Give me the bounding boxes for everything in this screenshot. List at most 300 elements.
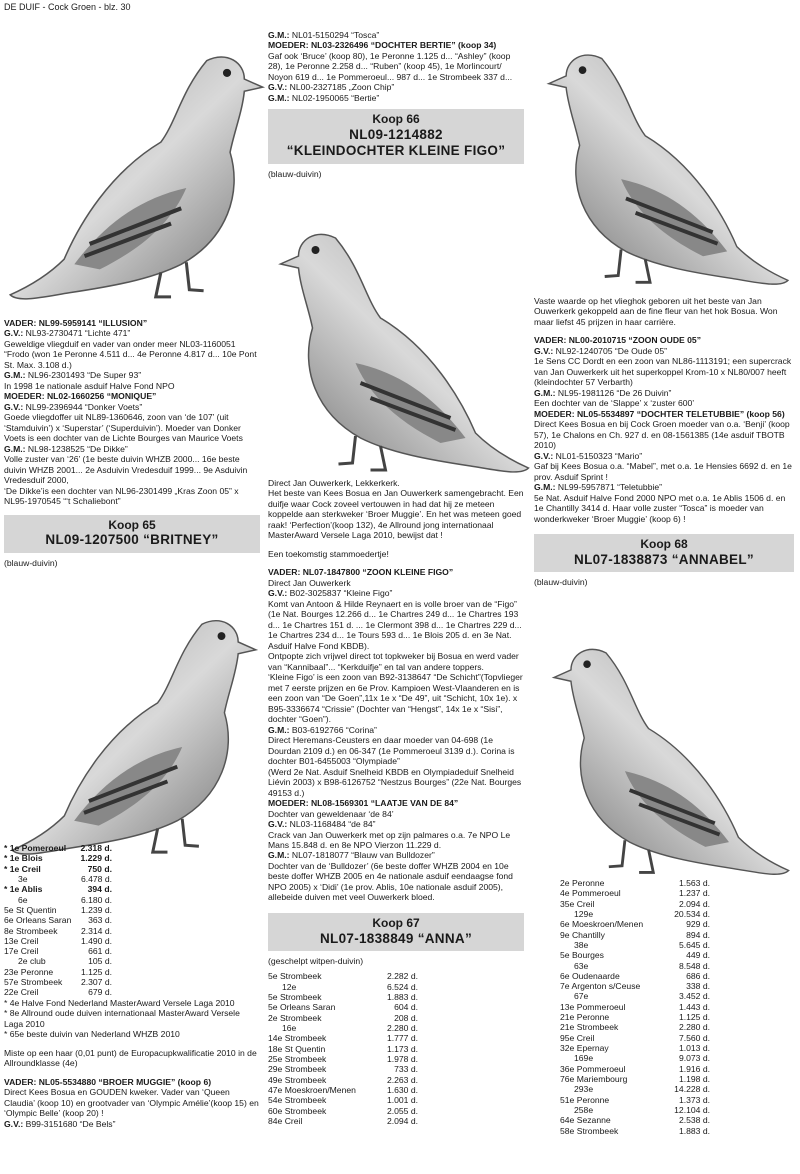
vader-broer-muggie-text: Direct Kees Bosua en GOUDEN kweker. Vader van ‘Queen Claudia’ (koop 10) en grootvader van ‘Olympic Amélie’(koop 15) en ‘Olympic Belle’ (koop 20) ! (4, 1087, 259, 1119)
pedigree-text: NL02-1950065 “Bertie” (289, 92, 380, 103)
result-row (560, 981, 710, 991)
pedigree-text: (Werd 2e Nat. Asduif Snelheid KBDB en Olympiadeduif Snelheid Liévin 2003) x B98-6126752 “Nestzus Bourges” (22e Nat. Bourges 49153 d.) (268, 766, 522, 798)
result-birds: 894 d. (686, 929, 710, 940)
koop-68-title: NL07-1838873 “ANNABEL” (574, 551, 754, 567)
result-birds: 2.538 d. (678, 1115, 710, 1126)
result-row (560, 1053, 710, 1063)
result-place: 17e Creil (4, 946, 39, 957)
result-place: 13e Pommeroeul (560, 1001, 626, 1012)
pedigree-text: B02-3025837 “Kleine Figo” (287, 588, 393, 599)
result-birds: 20.534 d. (674, 908, 710, 919)
pedigree-text: NL99-5957871 “Teletubbie” (555, 482, 663, 493)
pedigree-line (268, 735, 524, 766)
koop-68-box (534, 534, 794, 572)
pedigree-label: MOEDER: NL08-1569301 “LAATJE VAN DE 84” (268, 798, 459, 809)
annabel-intro: Vaste waarde op het vlieghok geboren uit het beste van Jan Ouwerkerk gekoppeld aan de fine fleur van het hok Bosua. Won maar liefst 45 prijzen in haar carrière. (534, 296, 778, 327)
koop-66-title-2: “KLEINDOCHTER KLEINE FIGO” (286, 143, 506, 159)
results-table-anna (268, 971, 418, 1126)
koop-68-color: (blauw-duivin) (534, 577, 588, 588)
result-row (560, 878, 710, 888)
pedigree-text: NL98-1238525 “De Dikke” (25, 443, 128, 454)
pedigree-line (268, 809, 524, 819)
result-place: 36e Pommeroeul (560, 1063, 626, 1074)
result-birds: 363 d. (88, 915, 112, 926)
results-table-britney (4, 843, 112, 998)
result-birds: 2.280 d. (386, 1023, 418, 1034)
result-row (268, 1075, 418, 1085)
pedigree-label: G.M.: (534, 387, 556, 398)
pedigree-label: G.V.: (268, 819, 288, 830)
pedigree-line (534, 493, 794, 524)
result-birds: 7.560 d. (678, 1032, 710, 1043)
note-line: * 8e Allround oude duiven internationaal MasterAward Versele Laga 2010 (4, 1008, 240, 1029)
pedigree-illusion (4, 318, 260, 507)
pedigree-line (268, 798, 524, 808)
pedigree-line (268, 40, 524, 50)
pedigree-label: G.M.: (268, 850, 290, 861)
pedigree-label: G.M.: (268, 724, 290, 735)
pedigree-label: G.V.: (534, 450, 554, 461)
result-birds: 2.055 d. (386, 1105, 418, 1116)
result-birds: 6.180 d. (80, 894, 112, 905)
pedigree-line (268, 850, 524, 860)
result-place: 95e Creil (560, 1032, 595, 1043)
pedigree-line (534, 461, 794, 482)
result-place: 22e Creil (4, 987, 39, 998)
result-birds: 3.452 d. (678, 991, 710, 1002)
note-line: * 4e Halve Fond Nederland MasterAward Versele Laga 2010 (4, 997, 235, 1008)
pedigree-text: Een dochter van de ‘Slappe’ x ‘zuster 600’ (534, 398, 695, 409)
pedigree-line (534, 398, 794, 408)
result-birds: 2.094 d. (678, 898, 710, 909)
column-middle-top (268, 30, 524, 184)
result-place: 18e St Quentin (268, 1043, 326, 1054)
result-row (560, 909, 710, 919)
koop-66-title-1: NL09-1214882 (349, 127, 443, 143)
result-row (4, 926, 112, 936)
pedigree-line (534, 356, 794, 387)
pedigree-text: Ontpopte zich vrijwel direct tot topkweker bij Bosua en werd vader van “Kannibaal”... “Kerkduifje” en tal van andere toppers. (268, 651, 519, 672)
result-place: 129e (574, 908, 594, 919)
result-place: 23e Peronne (4, 966, 54, 977)
pedigree-line (268, 578, 524, 588)
result-place: * 1e Ablis (4, 884, 43, 895)
koop-68-number: Koop 68 (640, 537, 688, 552)
koop-67-title: NL07-1838849 “ANNA” (319, 930, 472, 946)
koop-66-intro-3: Een toekomstig stammoedertje! (268, 548, 389, 559)
pedigree-text: 5e Nat. Asduif Halve Fond 2000 NPO met o.a. 1e Ablis 1506 d. en 1e Chantilly 3414 d. Haar volle zuster “Tosca” is moeder van wonderkweker ‘Broer Muggie’ (koop 6) ! (534, 492, 786, 524)
result-row (268, 1023, 418, 1033)
result-place: 6e Moeskroen/Menen (560, 919, 644, 930)
result-place: 6e Orleans Saran (4, 915, 72, 926)
pedigree-label: MOEDER: NL03-2326496 “DOCHTER BERTIE” (koop 34) (268, 40, 497, 51)
result-place: 169e (574, 1053, 594, 1064)
result-row (268, 1044, 418, 1054)
result-birds: 105 d. (88, 956, 112, 967)
pedigree-text: Dochter van de ‘Bulldozer’ (6e beste doffer WHZB 2004 en 10e beste doffer WHZB 2005 en 4e nationale asduif eendaagse fond NPO 2005) x ‘Didi’ (1e prov. Ablis, 10e nationale asduif 2005), allebeide duiven met veel Ouwerkerk bloed. (268, 860, 513, 903)
result-place: 64e Sezanne (560, 1115, 611, 1126)
result-birds: 1.229 d. (80, 853, 112, 864)
result-birds: 1.198 d. (678, 1073, 710, 1084)
result-birds: 2.307 d. (80, 977, 112, 988)
result-row (560, 1002, 710, 1012)
result-row (560, 899, 710, 909)
pedigree-text: Dochter van geweldenaar ‘de 84’ (268, 808, 394, 819)
result-row (4, 843, 112, 853)
result-row (560, 961, 710, 971)
result-birds: 1.373 d. (678, 1094, 710, 1105)
gv-de-bels: G.V.: B99-3151680 “De Bels” (4, 1118, 116, 1129)
pedigree-line (4, 339, 260, 370)
result-place: 21e Peronne (560, 1012, 610, 1023)
pedigree-line (268, 819, 524, 829)
result-place: 5e Orleans Saran (268, 1002, 336, 1013)
pedigree-label: G.V.: (534, 345, 554, 356)
result-birds: 929 d. (686, 919, 710, 930)
result-row (560, 1105, 710, 1115)
europacup-note: Miste op een haar (0,01 punt) de Europacupkwalificatie 2010 in de Allroundklasse (4e) (4, 1047, 257, 1069)
pedigree-text: B03-6192766 “Corina” (289, 724, 377, 735)
result-place: 9e Chantilly (560, 929, 605, 940)
koop-66-number: Koop 66 (372, 112, 420, 127)
pedigree-text: Direct Heremans-Ceusters en daar moeder van 04-698 (1e Dourdan 2109 d.) en 06-347 (1e Pommeroeul 3139 d.). Corina is dochter B01-6455003 “Olympiade” (268, 735, 515, 767)
result-birds: 2.314 d. (80, 925, 112, 936)
result-birds: 9.073 d. (678, 1053, 710, 1064)
pedigree-line (268, 725, 524, 735)
result-birds: 2.280 d. (678, 1022, 710, 1033)
pedigree-line (268, 651, 524, 672)
result-birds: 14.228 d. (674, 1084, 710, 1095)
result-place: 12e (282, 981, 297, 992)
result-birds: 1.883 d. (386, 992, 418, 1003)
result-birds: 1.173 d. (386, 1043, 418, 1054)
pedigree-line (534, 482, 794, 492)
result-place: 25e Strombeek (268, 1053, 327, 1064)
pedigree-text: NL95-1981126 “De 26 Duivin” (555, 387, 672, 398)
result-row (268, 1116, 418, 1126)
pedigree-kleindochter (268, 567, 524, 903)
result-row (268, 1095, 418, 1105)
result-birds: 1.237 d. (678, 888, 710, 899)
result-birds: 5.645 d. (678, 939, 710, 950)
pedigree-line (268, 51, 524, 82)
result-row (4, 915, 112, 925)
result-birds: 1.630 d. (386, 1084, 418, 1095)
pedigree-text: Direct Jan Ouwerkerk (268, 577, 351, 588)
pedigree-line (534, 346, 794, 356)
pedigree-text: ‘Kleine Figo’ is een zoon van B92-3138647 “De Schicht”(Topvlieger met 7 eerste prijzen en 6e Prov. Kampioen West-Vlaanderen en is een zoon van “De Goen”,11x 1e x “De 49”, uit “Schicht, 10x 1e). x B95-3336674 “Crissie” (Dochter van “Hengst”, 14x 1e x “Sisi”, dochter “Goen”). (268, 672, 523, 725)
pedigree-britney-mother (268, 30, 524, 103)
koop-66-color: (blauw-duivin) (268, 168, 322, 179)
result-birds: 2.094 d. (386, 1115, 418, 1126)
result-place: 4e Pommeroeul (560, 888, 621, 899)
pedigree-label: VADER: NL00-2010715 “ZOON OUDE 05” (534, 335, 701, 346)
result-birds: 1.125 d. (678, 1012, 710, 1023)
pedigree-line (534, 388, 794, 398)
result-row (560, 919, 710, 929)
result-place: 5e Bourges (560, 950, 604, 961)
pedigree-text: NL00-2327185 „Zoon Chip” (287, 82, 395, 93)
pedigree-text: Gaf bij Kees Bosua o.a. “Mabel”, met o.a. 1e Hensies 6692 d. en 1e prov. Asduif Sprint ! (534, 461, 792, 482)
column-left (4, 318, 260, 573)
result-birds: 1.490 d. (80, 935, 112, 946)
pedigree-text: NL93-2730471 “Lichte 471” (23, 328, 131, 339)
pedigree-text: Komt van Antoon & Hilde Reynaert en is volle broer van de “Figo” (1e Nat. Bourges 12.266 d... 1e Chartres 249 d... 1e Chartres 193 d... 1e Chartres 151 d. ... 1e Clermont 398 d... 1e Chartres 229 d... 1e Chartres 234 d... 1e Tours 593 d... 1e Blois 205 d. en 3e Nat. Asduif Halve Fond KBDB). (268, 598, 522, 651)
result-place: 21e Strombeek (560, 1022, 619, 1033)
pedigree-line (268, 599, 524, 651)
result-birds: 1.563 d. (678, 878, 710, 888)
pedigree-text: NL01-5150323 “Mario” (553, 450, 643, 461)
koop-65-number: Koop 65 (108, 517, 156, 532)
result-place: 84e Creil (268, 1115, 303, 1126)
result-row (4, 977, 112, 987)
result-place: 76e Mariembourg (560, 1073, 628, 1084)
result-place: 5e Strombeek (268, 971, 322, 982)
result-row (268, 1002, 418, 1012)
koop-65-box (4, 515, 260, 553)
result-row (560, 1084, 710, 1094)
result-row (560, 1074, 710, 1084)
britney-results-block (4, 843, 260, 1129)
result-place: 57e Strombeek (4, 977, 63, 988)
result-row (268, 992, 418, 1002)
result-place: 29e Strombeek (268, 1064, 327, 1075)
result-row (4, 895, 112, 905)
notes-britney (4, 998, 260, 1040)
result-place: 49e Strombeek (268, 1074, 327, 1085)
result-birds: 208 d. (394, 1012, 418, 1023)
pedigree-text: Gaf ook ‘Bruce’ (koop 80), 1e Peronne 1.125 d... “Ashley” (koop 28), 1e Peronne 2.258 d... “Ruben” (koop 45), 1e Morlincourt/ Noyon 619 d... 1e Pommeroeul... 987 d... 1e Strombeek 337 d... (268, 50, 513, 82)
result-place: 2e Peronne (560, 878, 605, 888)
pedigree-label: G.V.: (268, 588, 288, 599)
result-place: 7e Argenton s/Ceuse (560, 981, 641, 992)
pedigree-text: In 1998 1e nationale asduif Halve Fond NPO (4, 380, 175, 391)
result-place: 51e Peronne (560, 1094, 610, 1105)
pedigree-text: NL03-1168484 “de 84” (287, 819, 376, 830)
pedigree-line (4, 454, 260, 485)
result-birds: 449 d. (686, 950, 710, 961)
result-birds: 12.104 d. (674, 1104, 710, 1115)
koop-65-color: (blauw-duivin) (4, 557, 58, 568)
pedigree-line (4, 381, 260, 391)
pigeon-photo-annabel-2 (540, 615, 795, 880)
result-birds: 2.282 d. (386, 971, 418, 982)
pedigree-text: Crack van Jan Ouwerkerk met op zijn palmares o.a. 7e NPO Le Mans 15.848 d. en 8e NPO Vierzon 11.229 d. (268, 829, 511, 850)
pedigree-text: NL92-1240705 “De Oude 05” (553, 345, 667, 356)
result-row (560, 1043, 710, 1053)
result-birds: 679 d. (88, 987, 112, 998)
pedigree-line (4, 486, 260, 507)
pedigree-label: G.V.: (4, 401, 24, 412)
column-right (534, 296, 794, 593)
pedigree-line (268, 93, 524, 103)
pedigree-text: NL96-2301493 “De Super 93” (25, 370, 142, 381)
results-table-annabel (560, 878, 710, 1136)
result-birds: 6.478 d. (80, 873, 112, 884)
result-place: 2e Strombeek (268, 1012, 322, 1023)
pedigree-text: NL99-2396944 “Donker Voets” (23, 401, 143, 412)
note-line: * 65e beste duivin van Nederland WHZB 2010 (4, 1029, 180, 1040)
result-place: 35e Creil (560, 898, 595, 909)
result-place: 16e (282, 1023, 297, 1034)
result-place: 6e Oudenaarde (560, 970, 620, 981)
result-row (4, 956, 112, 966)
pedigree-label: MOEDER: NL05-5534897 “DOCHTER TELETUBBIE” (koop 56) (534, 408, 785, 419)
result-place: 5e St Quentin (4, 904, 57, 915)
result-row (268, 1064, 418, 1074)
result-place: 67e (574, 991, 589, 1002)
result-place: 32e Epernay (560, 1043, 609, 1053)
pedigree-text: NL01-5150294 “Tosca” (289, 30, 380, 40)
pedigree-label: G.M.: (534, 482, 556, 493)
result-place: * 1e Creil (4, 863, 41, 874)
result-place: 8e Strombeek (4, 925, 58, 936)
result-row (560, 1064, 710, 1074)
pedigree-label: G.M.: (4, 370, 26, 381)
result-place: 2e club (18, 956, 46, 967)
result-row (560, 1095, 710, 1105)
result-birds: 686 d. (686, 970, 710, 981)
pigeon-photo-illusion (8, 20, 273, 305)
pedigree-line (4, 412, 260, 443)
result-birds: 394 d. (87, 884, 112, 895)
result-birds: 1.239 d. (80, 904, 112, 915)
result-birds: 8.548 d. (678, 960, 710, 971)
pedigree-line (268, 588, 524, 598)
result-place: 5e Strombeek (268, 992, 322, 1003)
result-place: 293e (574, 1084, 594, 1095)
result-birds: 1.978 d. (386, 1053, 418, 1064)
vader-broer-muggie: VADER: NL05-5534880 “BROER MUGGIE” (koop 6) (4, 1076, 212, 1087)
result-place: 54e Strombeek (268, 1095, 327, 1106)
pedigree-label: G.V.: (4, 328, 24, 339)
result-birds: 1.013 d. (678, 1043, 710, 1053)
result-birds: 1.777 d. (386, 1033, 418, 1044)
result-birds: 2.263 d. (386, 1074, 418, 1085)
pedigree-line (4, 402, 260, 412)
pedigree-text: 1e Sens CC Dordt en een zoon van NL86-1113191; een supercrack van Jan Ouwerkerk uit het superkoppel Krom-10 x NL80/007 heeft (kleindochter 57 Verbarth) (534, 356, 792, 388)
result-row (268, 1106, 418, 1116)
koop-66-intro-1: Direct Jan Ouwerkerk, Lekkerkerk. (268, 478, 400, 488)
result-place: 3e (18, 873, 28, 884)
koop-67-number: Koop 67 (372, 915, 420, 930)
koop-65-title: NL09-1207500 “BRITNEY” (45, 532, 219, 548)
result-birds: 2.318 d. (80, 843, 112, 853)
pedigree-text: ‘De Dikke’is een dochter van NL96-2301499 „Kras Zoon 05” x NL95-1970545 “‘t Schaliebont” (4, 485, 239, 507)
result-birds: 338 d. (686, 981, 710, 992)
result-birds: 1.001 d. (386, 1095, 418, 1106)
pedigree-line (268, 830, 524, 851)
result-place: 14e Strombeek (268, 1033, 327, 1044)
pedigree-text: Volle zuster van ‘26’ (1e beste duivin WHZB 2000... 16e beste duivin WHZB 2001... 2e Asduivin Vredesduif 1999... 9e Asduivin Vredesduif 2000, (4, 454, 248, 486)
result-place: * 1e Blois (4, 853, 43, 864)
pedigree-line (534, 419, 794, 450)
pedigree-label: VADER: NL07-1847800 “ZOON KLEINE FIGO” (268, 567, 454, 578)
page-header: DE DUIF - Cock Groen - blz. 30 (4, 2, 131, 12)
result-place: 63e (574, 960, 589, 971)
result-row (560, 1115, 710, 1125)
pedigree-annabel (534, 335, 794, 524)
result-birds: 604 d. (394, 1002, 418, 1013)
result-row (560, 1022, 710, 1032)
result-birds: 733 d. (394, 1064, 418, 1075)
result-row (560, 1033, 710, 1043)
pedigree-text: NL07-1818077 “Blauw van Bulldozer” (289, 850, 435, 861)
result-row (4, 946, 112, 956)
result-row (268, 982, 418, 992)
koop-67-box (268, 913, 524, 951)
result-row (4, 967, 112, 977)
result-birds: 1.916 d. (678, 1063, 710, 1074)
result-row (4, 936, 112, 946)
result-row (4, 864, 112, 874)
result-row (560, 1012, 710, 1022)
pedigree-label: G.M.: (268, 30, 290, 40)
result-place: 38e (574, 939, 589, 950)
result-place: * 1e Pomeroeul (4, 843, 67, 853)
result-row (4, 905, 112, 915)
column-middle (268, 478, 524, 1126)
result-place: 6e (18, 894, 28, 905)
pedigree-line (268, 30, 524, 40)
result-row (560, 930, 710, 940)
result-place: 58e Strombeek (560, 1125, 619, 1136)
result-place: 13e Creil (4, 935, 39, 946)
result-row (4, 874, 112, 884)
pedigree-line (268, 767, 524, 798)
result-row (560, 971, 710, 981)
pedigree-line (4, 444, 260, 454)
pedigree-label: MOEDER: NL02-1660256 “MONIQUE” (4, 391, 157, 402)
result-row (4, 853, 112, 863)
result-row (4, 884, 112, 894)
pigeon-photo-annabel (532, 20, 797, 290)
result-birds: 750 d. (87, 863, 112, 874)
result-birds: 1.883 d. (678, 1125, 710, 1136)
result-birds: 661 d. (88, 946, 112, 957)
result-row (560, 1126, 710, 1136)
result-birds: 1.443 d. (678, 1001, 710, 1012)
pigeon-photo-britney (8, 585, 268, 860)
result-row (560, 940, 710, 950)
pedigree-line (534, 451, 794, 461)
pedigree-text: Direct Kees Bosua en bij Cock Groen moeder van o.a. ‘Benji’ (koop 57), 1e Chalons en Ch. 927 d. en 08-1561385 (14e asduif TBOTB 2010) (534, 419, 790, 451)
pedigree-line (268, 82, 524, 92)
pedigree-text: Goede vliegdoffer uit NL89-1360646, zoon van ‘de 107’ (uit ‘Stamduivin’) x ‘Superstar’ (‘Superduivin’). Moeder van Donker Voets is een dochter van de Lichte Bourges van Maurice Voets (4, 412, 243, 444)
koop-66-intro-2: Het beste van Kees Bosua en Jan Ouwerkerk samengebracht. Een duifje waar Cock zoveel vertouwen in had dat hij ze meteen koppelde aan sterkweker ‘Broer Muggie’. En het was meteen goed raak! ‘Perfection’(koop 132), 4e Allround jong internationaal MasterAward Versele Laga 2010, bewijst dat ! (268, 488, 524, 541)
result-row (268, 1033, 418, 1043)
result-row (268, 1054, 418, 1064)
pedigree-line (4, 370, 260, 380)
pedigree-label: VADER: NL99-5959141 “ILLUSION” (4, 318, 148, 328)
pedigree-label: G.M.: (4, 443, 26, 454)
pedigree-line (4, 391, 260, 401)
annabel-results-block (560, 878, 760, 1136)
pedigree-line (4, 328, 260, 338)
result-row (560, 950, 710, 960)
pedigree-line (534, 335, 794, 345)
pedigree-text: Geweldige vliegduif en vader van onder meer NL03-1160051 “Frodo (won 1e Peronne 4.511 d... 4e Peronne 4.817 d... 10e Pont St. Max. 3.108 d.) (4, 338, 257, 370)
pedigree-line (268, 861, 524, 903)
result-row (268, 1085, 418, 1095)
pedigree-label: G.M.: (268, 92, 290, 103)
pedigree-line (4, 318, 260, 328)
result-row (268, 971, 418, 981)
result-row (560, 991, 710, 1001)
pedigree-line (268, 567, 524, 577)
pedigree-label: G.V.: (268, 82, 288, 93)
koop-66-box (268, 109, 524, 164)
